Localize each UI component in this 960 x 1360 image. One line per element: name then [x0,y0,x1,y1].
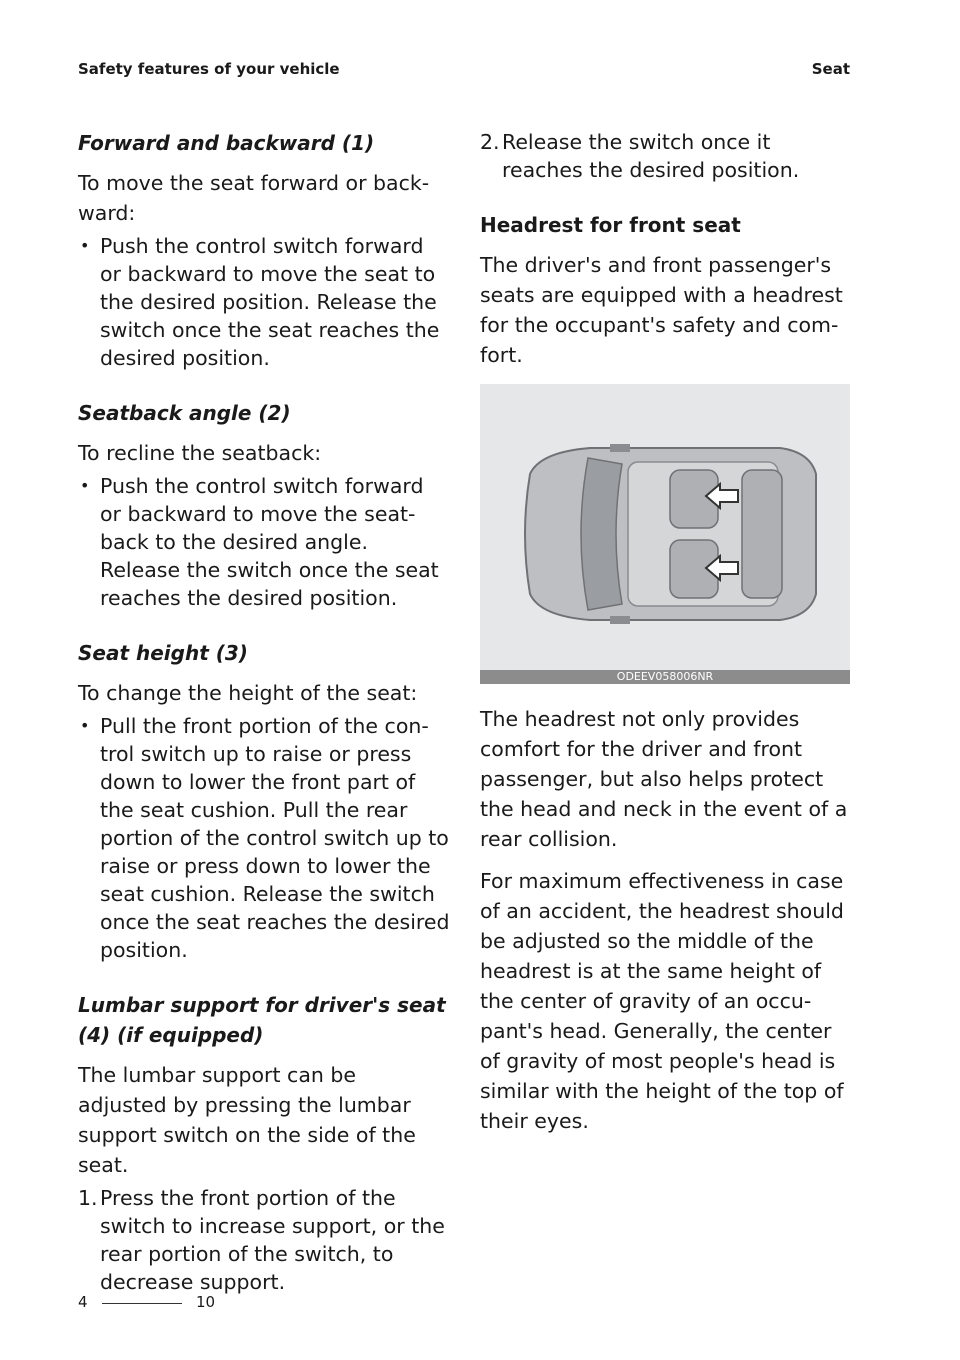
chapter-number: 4 [78,1293,88,1311]
step-text: Press the front portion of the switch to increase support, or the rear portion of the switch, to decrease support. [100,1186,445,1294]
paragraph: The driver's and front passenger's seats are equipped with a headrest for the occupant's safety and com-fort. [480,253,843,367]
figure-car-headrest [480,384,850,684]
section-title: Seat height (3) [78,641,248,665]
section-seat-height [78,638,450,964]
car-top-view-illustration [510,444,820,624]
bullet-item: • Push the control switch forward or backward to move the seat-back to the desired angle. Release the switch once the seat reaches the desired position. [78,472,450,612]
bullet-list [78,712,450,964]
section-title: Headrest for front seat [480,213,741,237]
bullet-item: • Push the control switch forward or backward to move the seat to the desired position. Release the switch once the seat reaches the desired position. [78,232,450,372]
step-text: Release the switch once it reaches the desired position. [502,130,800,182]
section-seatback-angle [78,398,450,612]
paragraph: For maximum effectiveness in case of an accident, the headrest should be adjusted so the middle of the headrest is at the same height of the center of gravity of an occu-pant's head. Generally, the center of gravity of most people's head is similar with the height of the top of their eyes. [480,869,844,1133]
numbered-item [480,128,852,184]
bullet-item: • Pull the front portion of the con-trol switch up to raise or press down to lower the front part of the seat cushion. Pull the rear portion of the control switch up to raise or press down to lower the seat cushion. Release the switch once the seat reaches the desired position. [78,712,450,964]
bullet-list [78,232,450,372]
section-forward-backward [78,128,450,372]
bullet-list [78,472,450,612]
numbered-list [78,1184,450,1296]
figure-caption: ODEEV058006NR [480,670,850,684]
section-lumbar-support [78,990,450,1296]
paragraph: The headrest not only provides comfort for the driver and front passenger, but also helps protect the head and neck in the event of a rear collision. [480,707,848,851]
right-column [480,128,852,1148]
section-intro: To recline the seatback: [78,441,322,465]
numbered-item [78,1184,450,1296]
footer-divider [102,1303,182,1304]
step-number: 1. [78,1186,98,1210]
page-number: 10 [196,1293,216,1311]
section-title: Forward and backward (1) [78,131,375,155]
left-column [78,128,450,1322]
running-header-left: Safety features of your vehicle [78,60,340,78]
section-intro: The lumbar support can be adjusted by pressing the lumbar support switch on the side of the seat. [78,1063,416,1177]
section-intro: To move the seat forward or back-ward: [78,171,430,225]
step-number: 2. [480,130,500,154]
section-intro: To change the height of the seat: [78,681,418,705]
section-title: Lumbar support for driver's seat (4) (if equipped) [78,993,446,1047]
running-header-right: Seat [811,60,850,78]
numbered-list [480,128,852,184]
section-title: Seatback angle (2) [78,401,291,425]
